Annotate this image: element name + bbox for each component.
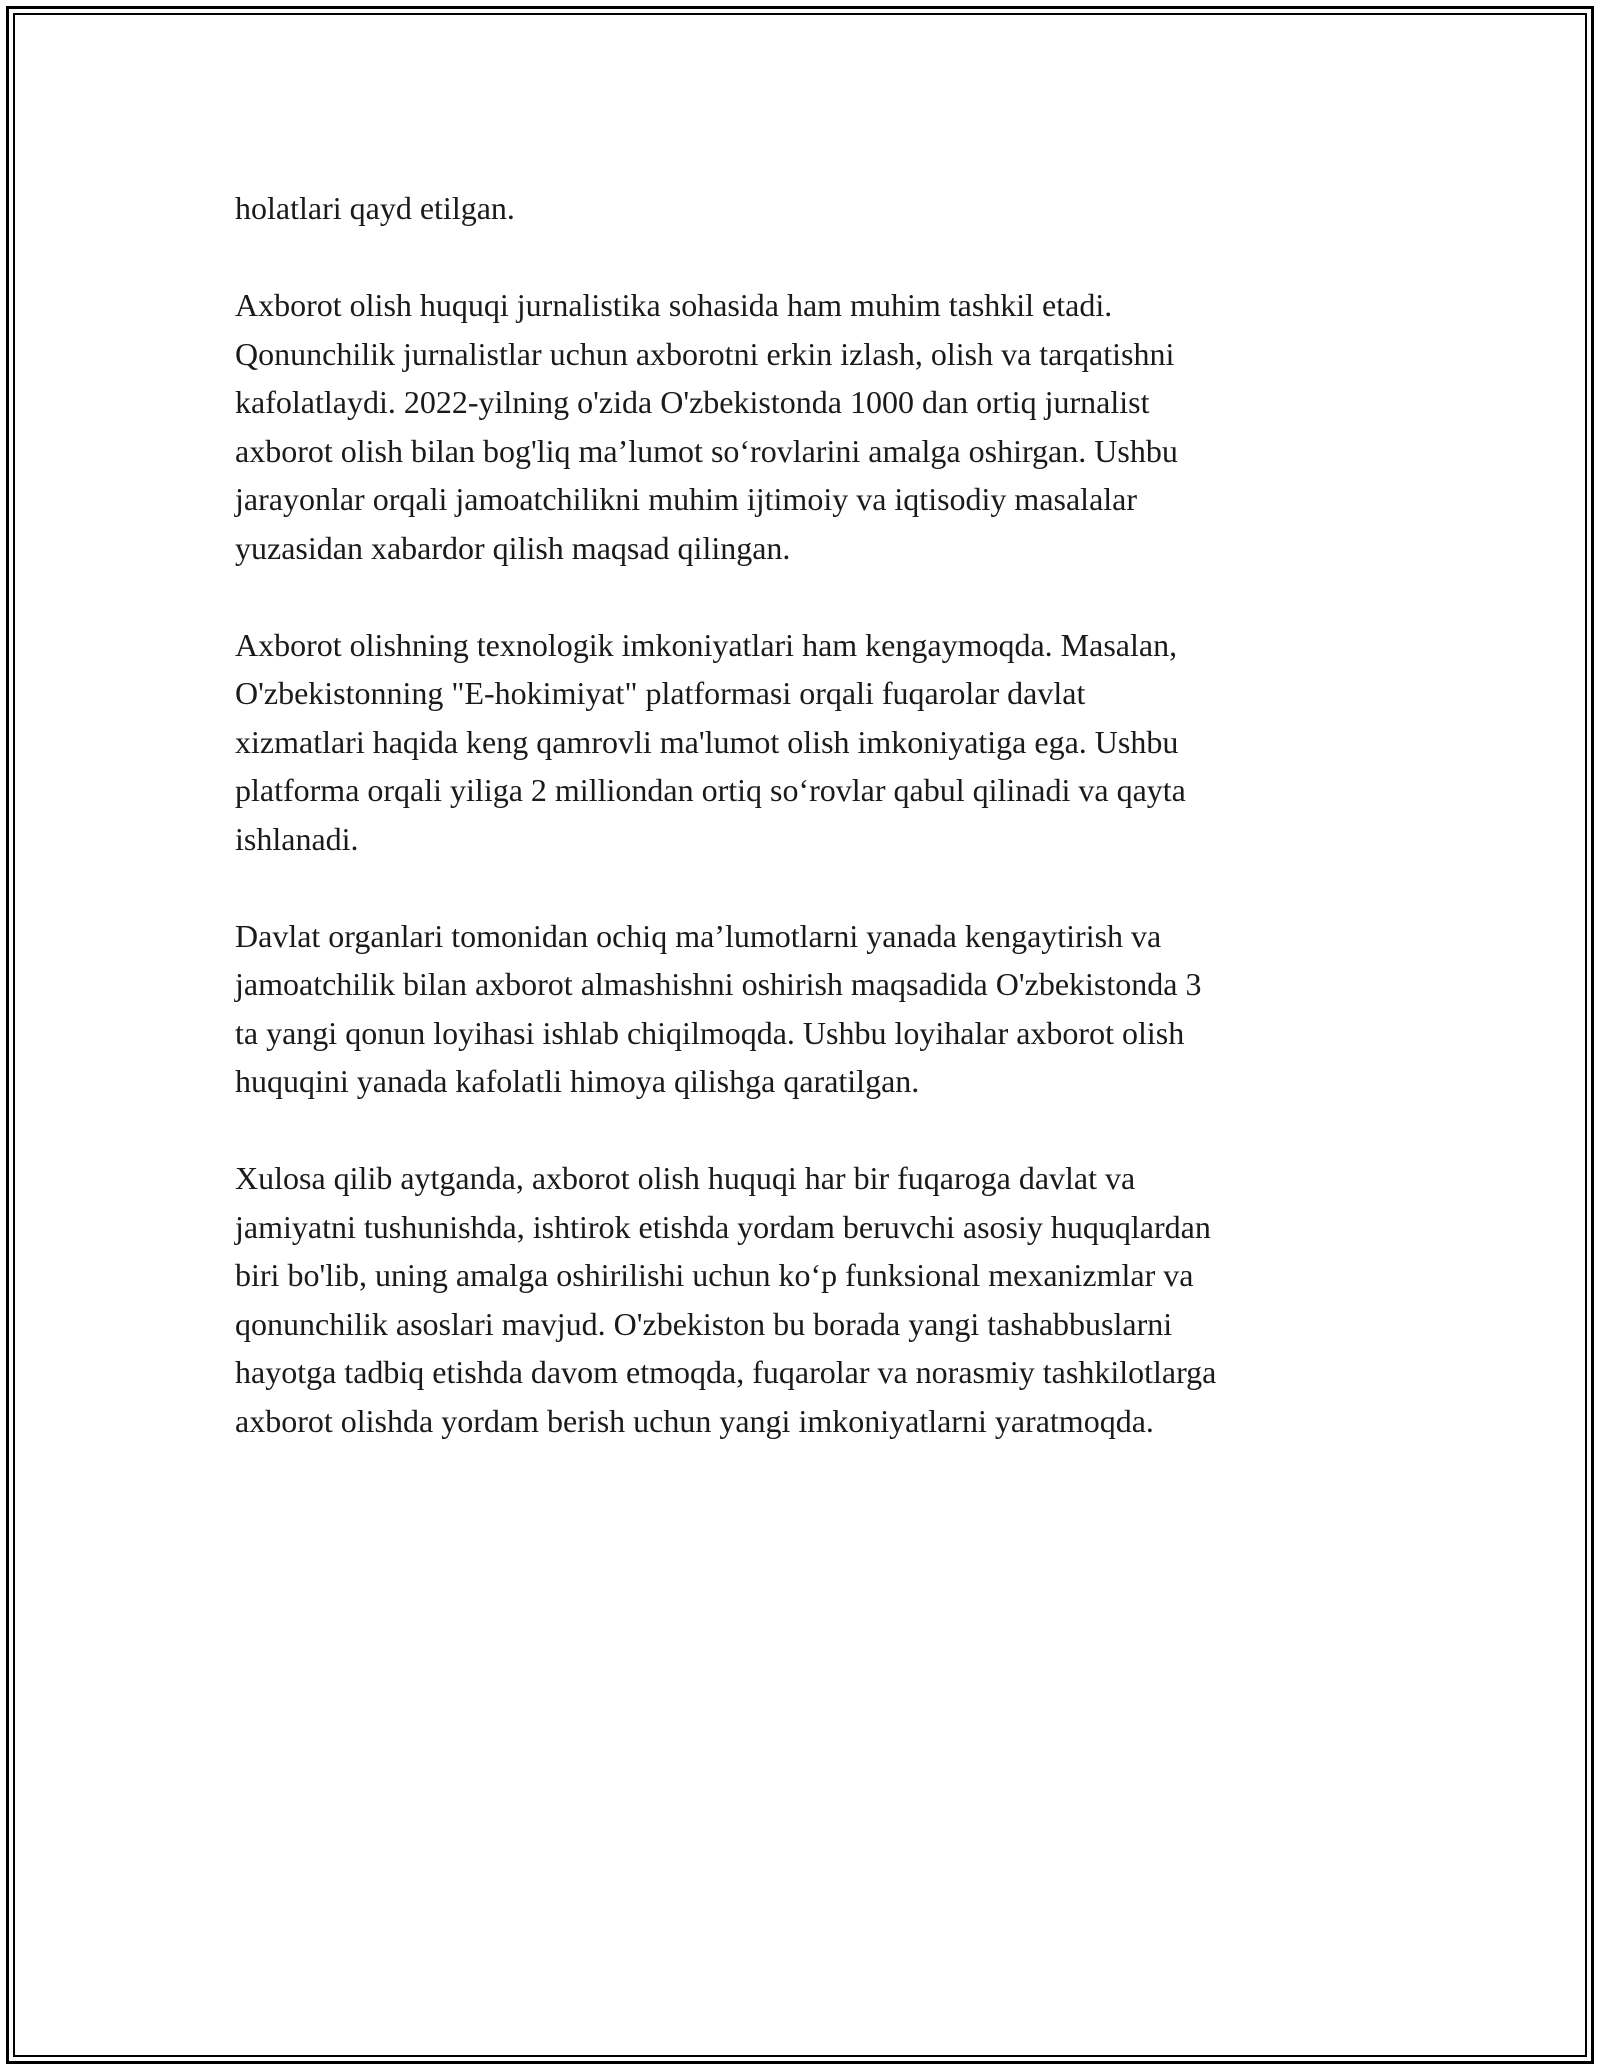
paragraph-journalism: Axborot olish huquqi jurnalistika sohasida ham muhim tashkil etadi. Qonunchilik jurnalistlar uchun axborotni erkin izlash, olish va tarqatishni kafolatlaydi. 2022-yilning o'zida O'zbekistonda 1000 dan ortiq jurnalist axborot olish bilan bog'liq ma’lumot so‘rovlarini amalga oshirgan. Ushbu jarayonlar orqali jamoatchilikni muhim ijtimoiy va iqtisodiy masalalar yuzasidan xabardor qilish maqsad qilingan. [235,287,1178,566]
paragraph-technology: Axborot olishning texnologik imkoniyatlari ham kengaymoqda. Masalan, O'zbekistonning "E-hokimiyat" platformasi orqali fuqarolar davlat xizmatlari haqida keng qamrovli ma'lumot olish imkoniyatiga ega. Ushbu platforma orqali yiliga 2 milliondan ortiq so‘rovlar qabul qilinadi va qayta ishlanadi. [235,626,1186,857]
document-body [235,184,1385,1494]
paragraph-continuation: holatlari qayd etilgan. [235,190,515,226]
paragraph-open-data: Davlat organlari tomonidan ochiq ma’lumotlarni yanada kengaytirish va jamoatchilik bilan axborot almashishni oshirish maqsadida O'zbekistonda 3 ta yangi qonun loyihasi ishlab chiqilmoqda. Ushbu loyihalar axborot olish huquqini yanada kafolatli himoya qilishga qaratilgan. [235,917,1202,1099]
paragraph-conclusion: Xulosa qilib aytganda, axborot olish huquqi har bir fuqaroga davlat va jamiyatni tushunishda, ishtirok etishda yordam beruvchi asosiy huquqlardan biri bo'lib, uning amalga oshirilishi uchun ko‘p funksional mexanizmlar va qonunchilik asoslari mavjud. O'zbekiston bu borada yangi tashabbuslarni hayotga tadbiq etishda davom etmoqda, fuqarolar va norasmiy tashkilotlarga axborot olishda yordam berish uchun yangi imkoniyatlarni yaratmoqda. [235,1160,1217,1439]
